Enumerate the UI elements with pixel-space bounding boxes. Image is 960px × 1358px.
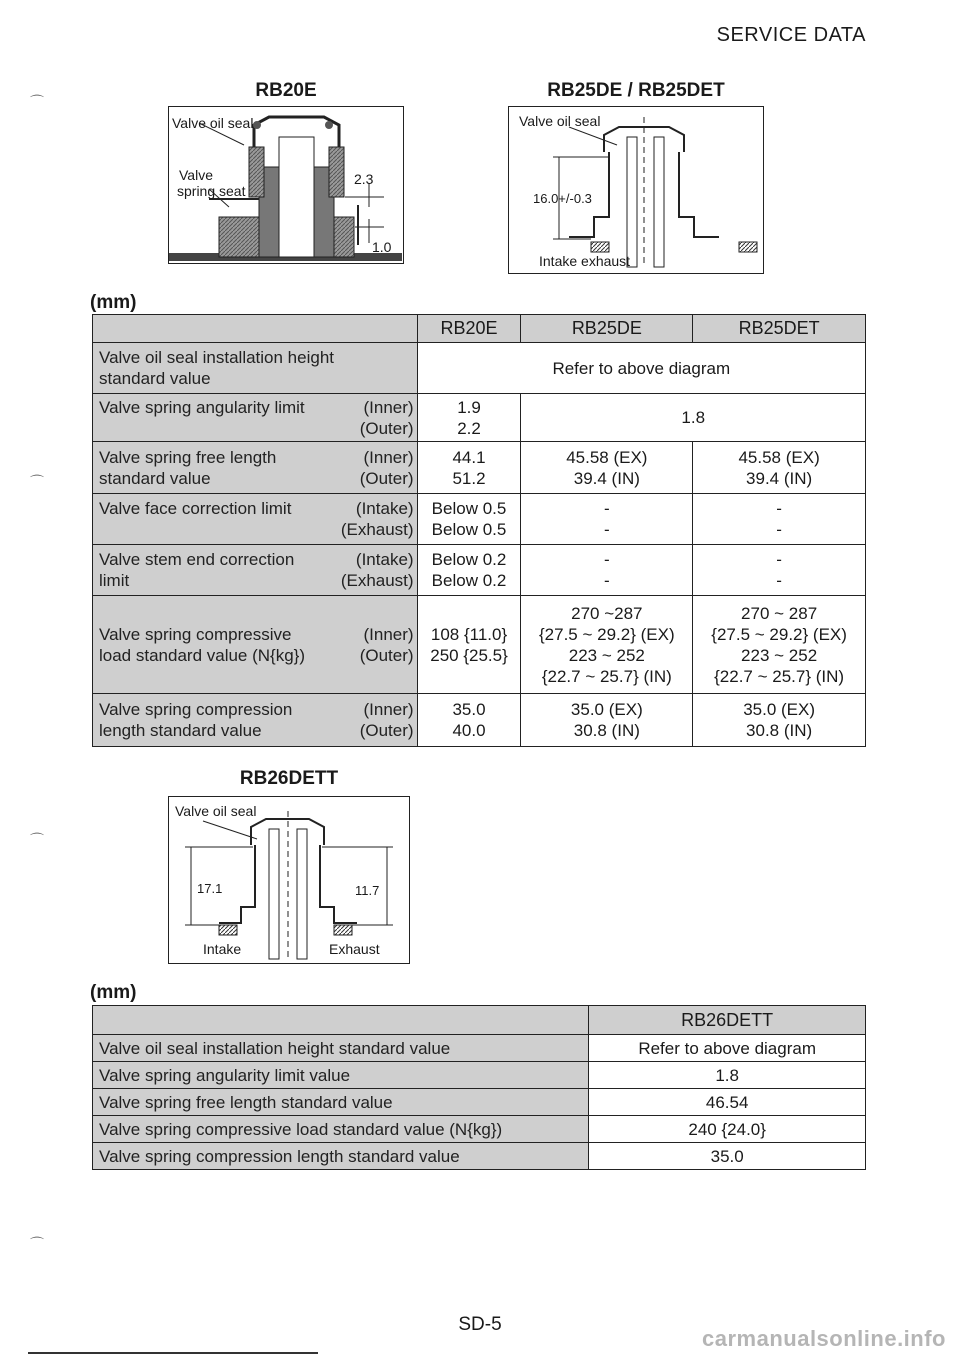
row-label: Valve spring angularity limit value (93, 1062, 589, 1089)
cell-value: 108 {11.0} 250 {25.5} (417, 596, 521, 694)
header-rb26dett: RB26DETT (589, 1006, 866, 1035)
cell-value: Below 0.2 Below 0.2 (417, 545, 521, 596)
diagram-title-rb25: RB25DE / RB25DET (547, 80, 725, 101)
cell-value: 35.0 40.0 (417, 694, 521, 747)
label-spring-seat: spring seat (177, 183, 246, 199)
scan-mark: ⌒ (30, 94, 44, 110)
table-row (93, 1143, 866, 1170)
table-header-row (93, 1006, 866, 1035)
page-header-title: SERVICE DATA (716, 24, 866, 46)
cell-value: - - (521, 494, 693, 545)
row-label: Valve oil seal installation height standard value (93, 343, 418, 394)
table-row (93, 394, 866, 442)
cell-value: 35.0 (589, 1143, 866, 1170)
cell-value: 1.8 (589, 1062, 866, 1089)
table-row (93, 494, 866, 545)
label-intake: Intake (203, 941, 242, 957)
divider (28, 1352, 318, 1354)
cell-value: - - (521, 545, 693, 596)
watermark: carmanualsonline.info (702, 1326, 946, 1351)
scan-mark: ⌒ (30, 832, 44, 848)
table-row (93, 1062, 866, 1089)
cell-value: - - (693, 545, 866, 596)
cell-value: 44.1 51.2 (417, 442, 521, 494)
dim-11-7: 11.7 (355, 883, 380, 898)
table2-unit: (mm) (90, 982, 137, 1003)
row-label: Valve spring free length standard value (93, 1089, 589, 1116)
table-row (93, 694, 866, 747)
cell-value: 1.9 2.2 (417, 394, 521, 442)
cell-value: Below 0.5 Below 0.5 (417, 494, 521, 545)
cell-value: Refer to above diagram (417, 343, 865, 394)
table-row (93, 596, 866, 694)
diagram-rb20e (168, 106, 404, 264)
diagram-rb26 (168, 796, 410, 964)
label-valve: Valve (179, 167, 213, 183)
cell-value: 45.58 (EX) 39.4 (IN) (693, 442, 866, 494)
page-number: SD-5 (458, 1314, 502, 1335)
header-blank (93, 315, 418, 343)
diagram-rb25 (508, 106, 764, 274)
dim-1-0: 1.0 (372, 239, 392, 255)
row-label: Valve oil seal installation height standard value (93, 1035, 589, 1062)
header-rb25det: RB25DET (693, 315, 866, 343)
cell-value: 270 ~ 287 {27.5 ~ 29.2} (EX) 223 ~ 252 {22.7 ~ 25.7} (IN) (693, 596, 866, 694)
label-exhaust: Exhaust (329, 941, 380, 957)
row-label: Valve spring compressive (Inner) load standard value (N{kg}) (Outer) (93, 596, 418, 694)
row-label: Valve spring compressive load standard value (N{kg}) (93, 1116, 589, 1143)
rb26-spec-table (92, 1005, 866, 1170)
label-valve-oil-seal: Valve oil seal (519, 113, 601, 129)
label-valve-oil-seal: Valve oil seal (175, 803, 257, 819)
row-label: Valve spring free length (Inner) standard value (Outer) (93, 442, 418, 494)
table-row (93, 343, 866, 394)
table-row (93, 442, 866, 494)
header-rb25de: RB25DE (521, 315, 693, 343)
cell-value: 270 ~287 {27.5 ~ 29.2} (EX) 223 ~ 252 {22.7 ~ 25.7} (IN) (521, 596, 693, 694)
cell-value: - - (693, 494, 866, 545)
table1-unit: (mm) (90, 292, 137, 313)
cell-value: 1.8 (521, 394, 866, 442)
row-label: Valve face correction limit (Intake) (Exhaust) (93, 494, 418, 545)
row-label: Valve spring compression (Inner) length standard value (Outer) (93, 694, 418, 747)
scan-mark: ⌒ (30, 1236, 44, 1252)
cell-value: 45.58 (EX) 39.4 (IN) (521, 442, 693, 494)
cell-value: 240 {24.0} (589, 1116, 866, 1143)
table-row (93, 545, 866, 596)
row-label: Valve spring angularity limit (Inner) (Outer) (93, 394, 418, 442)
label-intake-exhaust: Intake exhaust (539, 253, 631, 269)
header-blank (93, 1006, 589, 1035)
header-rb20e: RB20E (417, 315, 521, 343)
scan-mark: ⌒ (30, 474, 44, 490)
dim-2-3: 2.3 (354, 171, 374, 187)
valve-spec-table (92, 314, 866, 747)
diagram-title-rb20e: RB20E (255, 80, 317, 101)
table-row (93, 1035, 866, 1062)
table-header-row (93, 315, 866, 343)
cell-value: 35.0 (EX) 30.8 (IN) (521, 694, 693, 747)
row-label: Valve spring compression length standard value (93, 1143, 589, 1170)
table-row (93, 1089, 866, 1116)
table-row (93, 1116, 866, 1143)
dim-16-0: 16.0+/-0.3 (533, 191, 592, 206)
row-label: Valve stem end correction (Intake) limit (Exhaust) (93, 545, 418, 596)
cell-value: 46.54 (589, 1089, 866, 1116)
diagram-title-rb26: RB26DETT (239, 768, 339, 789)
dim-17-1: 17.1 (197, 881, 223, 896)
cell-value: 35.0 (EX) 30.8 (IN) (693, 694, 866, 747)
label-valve-oil-seal: Valve oil seal (172, 115, 254, 131)
cell-value: Refer to above diagram (589, 1035, 866, 1062)
